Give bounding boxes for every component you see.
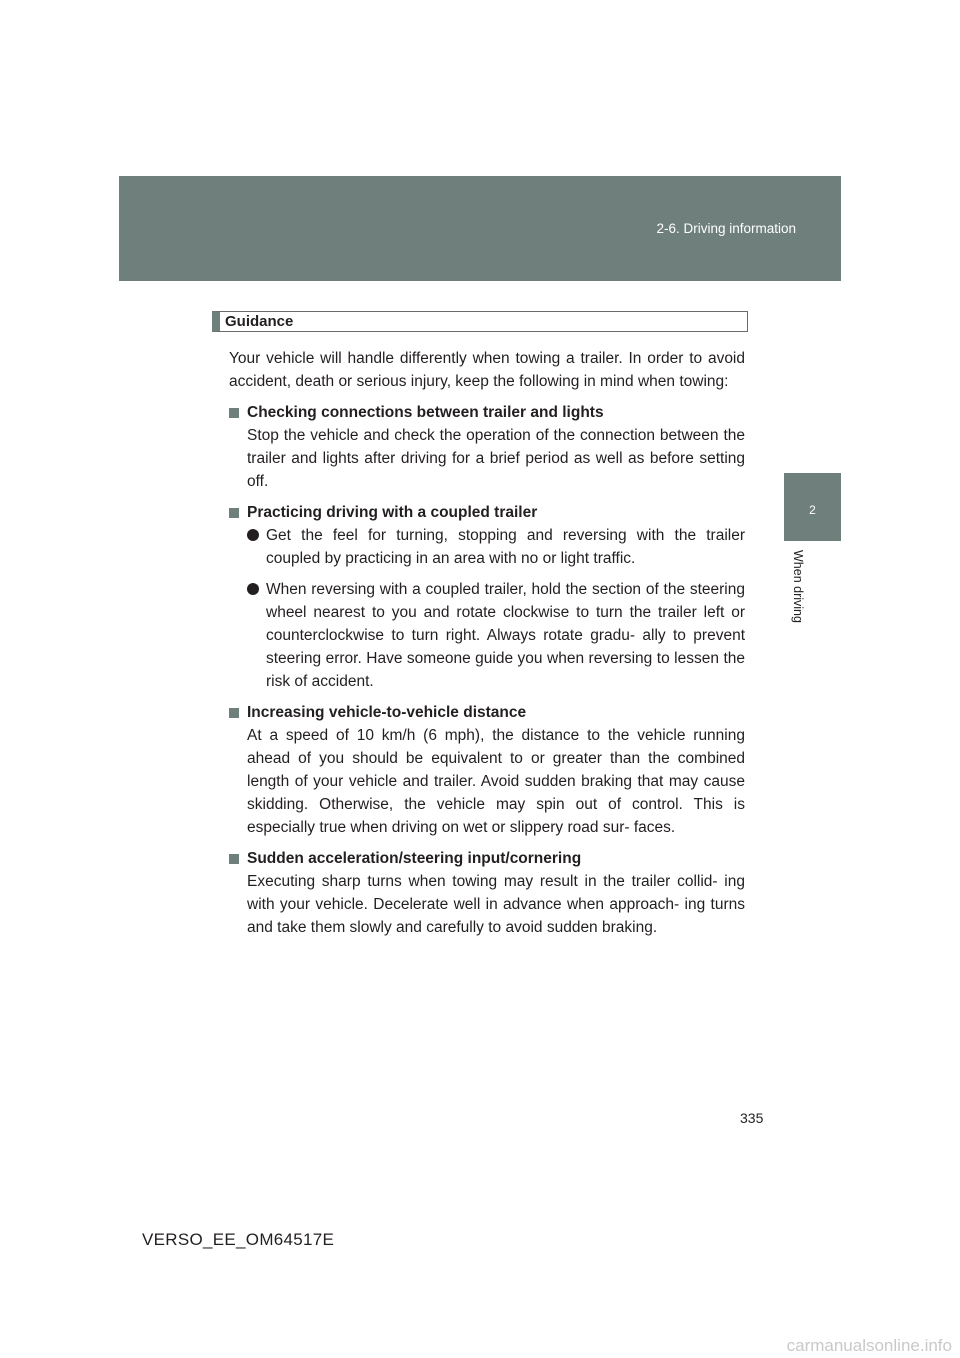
section-heading-text: Checking connections between trailer and lights [247,404,604,421]
square-bullet-icon [229,508,239,518]
bullet-text: Get the feel for turning, stopping and reversing with the trailer coupled by practicing in an area with no or light traffic. [266,527,745,567]
intro-paragraph: Your vehicle will handle differently when towing a trailer. In order to avoid accident, death or serious injury, keep the following in mind when towing: [229,350,745,390]
section-label: 2-6. Driving information [656,221,796,236]
square-bullet-icon [229,854,239,864]
square-bullet-icon [229,408,239,418]
chapter-number: 2 [809,503,816,517]
section-body: Executing sharp turns when towing may result in the trailer collid- ing with your vehicle. Decelerate well in advance when approach- ing turns and take them slowly and carefully to avoid sudden braking. [247,873,745,936]
section-body: Stop the vehicle and check the operation of the connection between the trailer and lights after driving for a brief period as well as before setting off. [247,427,745,490]
header-band [119,176,841,281]
page-number: 335 [740,1110,764,1126]
document-code: VERSO_EE_OM64517E [142,1230,335,1249]
section-heading-text: Practicing driving with a coupled trailer [247,504,538,521]
watermark: carmanualsonline.info [786,1336,952,1355]
section-heading-text: Increasing vehicle-to-vehicle distance [247,704,527,721]
section-heading [229,701,745,724]
guidance-box [212,311,748,332]
square-bullet-icon [229,708,239,718]
dot-bullet-icon [247,583,259,595]
dot-bullet-icon [247,529,259,541]
section-heading [229,847,745,870]
bullet-text: When reversing with a coupled trailer, hold the section of the steering wheel nearest to you and rotate clockwise to turn the trailer left or counterclockwise to turn right. Always rotate gradu- ally to prevent steering error. Have someone guide you when reversing to lessen the risk of accident. [266,581,745,690]
section-body: At a speed of 10 km/h (6 mph), the distance to the vehicle running ahead of you should be equivalent to or greater than the combined length of your vehicle and trailer. Avoid sudden braking that may cause skidding. Otherwise, the vehicle may spin out of control. This is especially true when driving on wet or slippery road sur- faces. [247,727,745,836]
section-heading [229,501,745,524]
guidance-title: Guidance [225,313,294,330]
bullet-item [229,524,745,570]
content [229,347,745,947]
section-heading [229,401,745,424]
chapter-tab [784,473,841,541]
bullet-item [229,578,745,693]
section-heading-text: Sudden acceleration/steering input/cornering [247,850,582,867]
chapter-label: When driving [791,550,805,623]
